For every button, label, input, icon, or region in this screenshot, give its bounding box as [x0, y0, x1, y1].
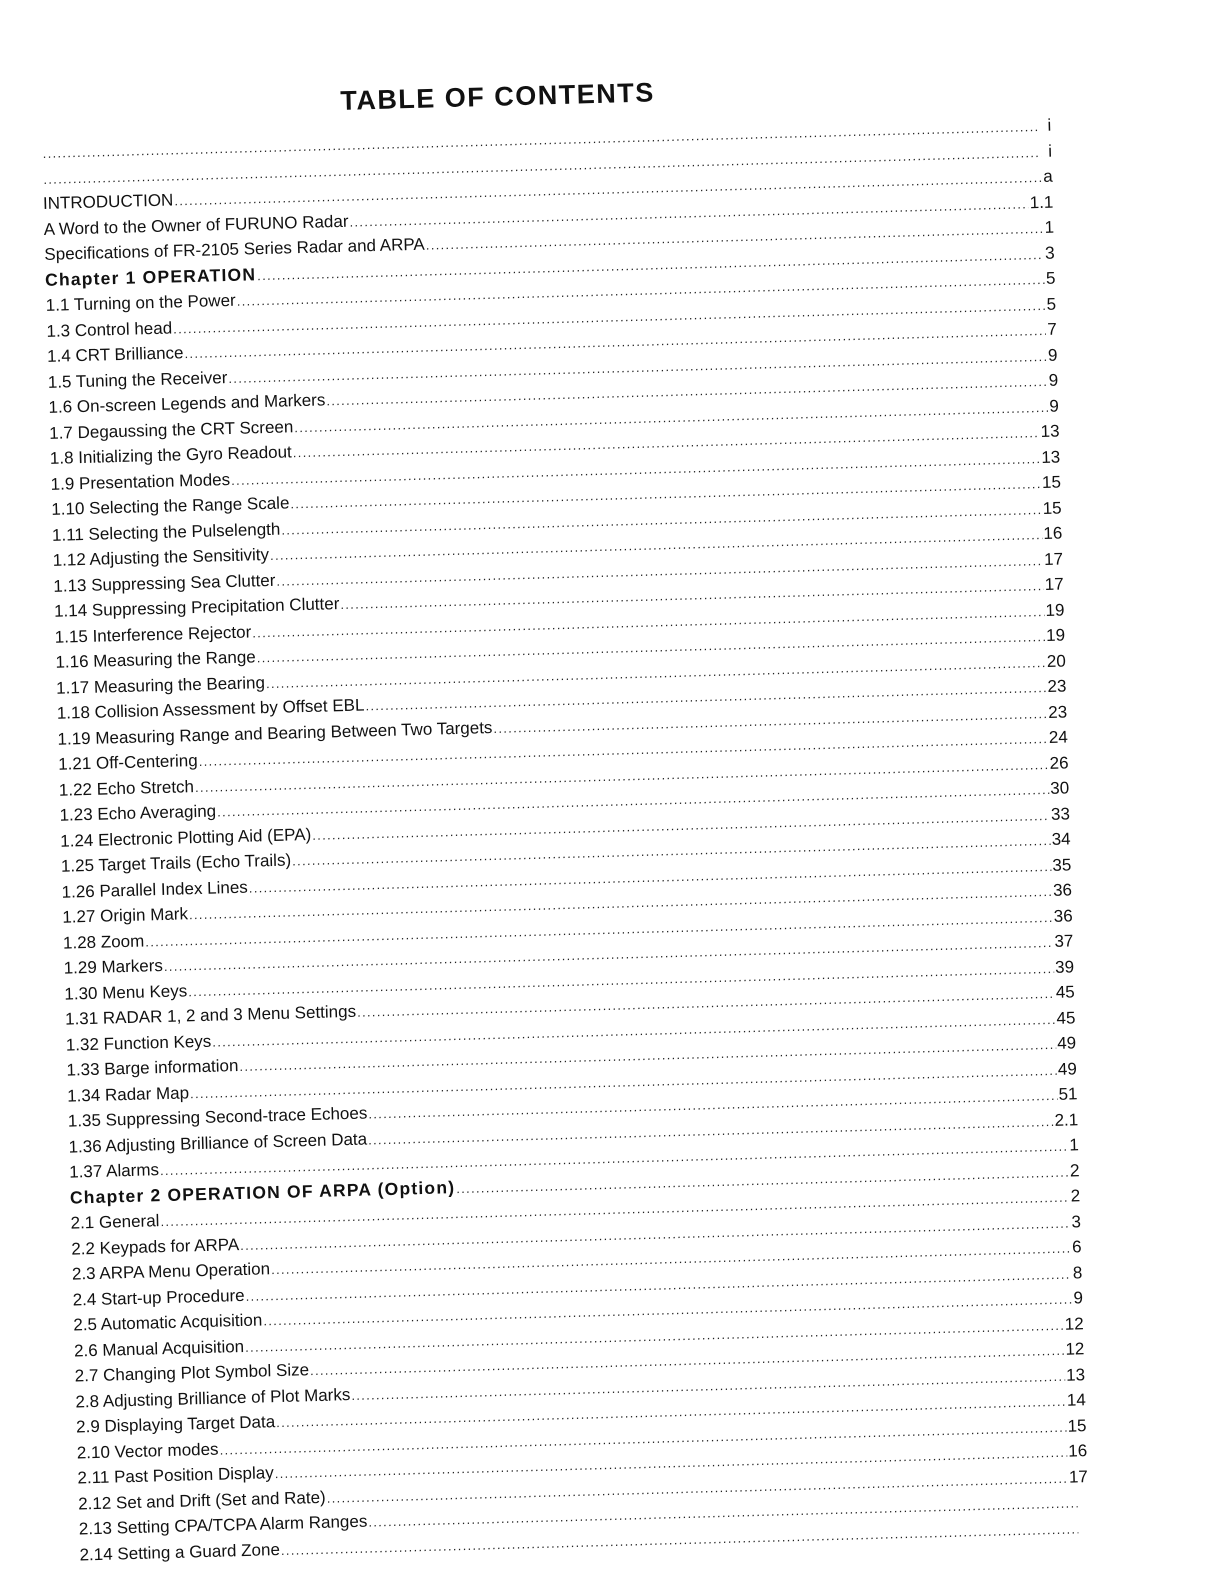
toc-entry-page: 15	[1042, 498, 1062, 518]
toc-entry-page: 16	[1043, 523, 1063, 544]
toc-entry-page: 36	[1052, 880, 1073, 900]
toc-entry-page: 13	[1065, 1364, 1086, 1385]
toc-entry-page: 20	[1046, 650, 1067, 671]
toc-entry-page: 23	[1047, 701, 1068, 722]
toc-entry-title: 2.7 Changing Plot Symbol Size	[74, 1360, 310, 1386]
toc-entry-title: 1.14 Suppressing Precipitation Clutter	[53, 594, 340, 621]
toc-entry-page: 2	[1070, 1186, 1081, 1206]
toc-entry-page: 15	[1041, 472, 1062, 493]
toc-entry-title: 1.30 Menu Keys	[64, 980, 188, 1004]
toc-entry-page: 9	[1047, 345, 1058, 365]
toc-entry-title: 1.10 Selecting the Range Scale	[51, 493, 290, 519]
toc-entry-page: 33	[1050, 803, 1071, 824]
toc-entry-title: 1.25 Target Trails (Echo Trails)	[60, 850, 292, 876]
toc-entry-page: 9	[1049, 396, 1060, 416]
toc-entry-title: 2.4 Start-up Procedure	[72, 1285, 245, 1310]
toc-entry-title: 2.9 Displaying Target Data	[75, 1412, 276, 1437]
toc-entry-page: 17	[1043, 549, 1064, 569]
toc-entry-page: 8	[1072, 1262, 1083, 1282]
toc-entry-page: 9	[1048, 370, 1059, 390]
toc-entry-page: 45	[1056, 1007, 1076, 1028]
toc-entry-title: 1.12 Adjusting the Sensitivity	[52, 544, 270, 570]
toc-entry-title: 1.21 Off-Centering	[57, 750, 198, 774]
toc-entry-title: Chapter 2 OPERATION OF ARPA (Option)	[69, 1176, 456, 1208]
toc-entry-title: 1.31 RADAR 1, 2 and 3 Menu Settings	[64, 1001, 357, 1029]
toc-entry-title: 1.11 Selecting the Pulselength	[51, 519, 281, 545]
toc-entry-page: 12	[1064, 1313, 1084, 1334]
toc-entry-title: 1.19 Measuring Range and Bearing Between Two Targets	[57, 717, 493, 749]
toc-entry-title: Specifications of FR-2105 Series Radar and ARPA	[44, 234, 426, 264]
toc-entry-page: 1.1	[1029, 192, 1054, 212]
toc-entry-page: 34	[1051, 829, 1071, 849]
toc-entry-title: 1.24 Electronic Plotting Aid (EPA)	[60, 824, 312, 851]
toc-entry-page: 17	[1044, 574, 1064, 594]
toc-entry-title: 1.27 Origin Mark	[62, 904, 189, 927]
toc-entry-page: 23	[1047, 676, 1067, 696]
toc-entry-title: 2.14 Setting a Guard Zone	[79, 1539, 281, 1564]
toc-sheet	[40, 65, 1090, 1568]
toc-entry-title: 2.3 ARPA Menu Operation	[71, 1259, 271, 1284]
toc-entry-page: 5	[1045, 268, 1056, 288]
toc-entry-title: 1.32 Function Keys	[65, 1031, 212, 1055]
toc-entry-page: 1	[1044, 217, 1055, 237]
toc-entry-title: 1.37 Alarms	[68, 1160, 160, 1182]
toc-entry-page: 19	[1045, 625, 1066, 645]
toc-entry-title: 1.18 Collision Assessment by Offset EBL	[56, 695, 365, 723]
toc-entry-title: 1.34 Radar Map	[66, 1082, 190, 1106]
toc-entry-title: 2.6 Manual Acquisition	[73, 1336, 245, 1361]
toc-entry-page: 9	[1073, 1288, 1084, 1308]
toc-entry-title: 1.26 Parallel Index Lines	[61, 877, 249, 902]
toc-entry-title: 1.16 Measuring the Range	[55, 647, 256, 672]
toc-entry-title: 2.5 Automatic Acquisition	[73, 1310, 263, 1335]
toc-entry-page: 19	[1045, 599, 1065, 620]
toc-entry-page: 2.1	[1054, 1109, 1079, 1130]
toc-entry-page: 3	[1044, 242, 1055, 263]
toc-entry-page: 15	[1067, 1415, 1087, 1436]
toc-entry-title: 1.1 Turning on the Power	[45, 290, 236, 315]
toc-entry-title: 1.36 Adjusting Brilliance of Screen Data	[68, 1129, 368, 1157]
toc-entry-title: 1.6 On-screen Legends and Markers	[48, 390, 326, 417]
toc-entry-page: 24	[1048, 727, 1069, 747]
toc-entry-title: 1.35 Suppressing Second-trace Echoes	[67, 1103, 368, 1131]
toc-entry-title: 1.33 Barge information	[66, 1055, 239, 1080]
toc-entry-page: 49	[1057, 1058, 1078, 1079]
toc-entry-title: Chapter 1 OPERATION	[44, 263, 257, 290]
toc-entry-title: 1.15 Interference Rejector	[54, 621, 252, 647]
toc-entry-title: 1.7 Degaussing the CRT Screen	[48, 416, 294, 443]
toc-entry-page: 39	[1054, 956, 1075, 977]
toc-entry-page: 51	[1058, 1084, 1078, 1104]
toc-entry-page: 16	[1067, 1441, 1088, 1461]
toc-entry-title: 1.29 Markers	[63, 955, 164, 978]
toc-entry-page: 2	[1069, 1159, 1080, 1181]
toc-entry-page: 26	[1049, 752, 1069, 773]
toc-entry-title: 2.10 Vector modes	[76, 1439, 219, 1462]
toc-entry-page: 36	[1053, 905, 1073, 926]
toc-entry-page: i	[1047, 115, 1052, 135]
toc-entry-page: 49	[1056, 1033, 1077, 1053]
toc-entry-title: 2.8 Adjusting Brilliance of Plot Marks	[75, 1384, 351, 1412]
toc-entry-title: 1.5 Tuning the Receiver	[47, 367, 228, 392]
toc-entry-title: 1.23 Echo Averaging	[59, 801, 217, 825]
toc-entry-title: 1.13 Suppressing Sea Clutter	[53, 570, 276, 596]
toc-list	[41, 113, 1089, 1568]
toc-entry-page: 6	[1071, 1237, 1082, 1257]
toc-entry-page: 13	[1040, 421, 1060, 442]
toc-entry-page: 14	[1066, 1390, 1087, 1410]
toc-entry-page: 7	[1047, 319, 1058, 339]
toc-entry-title: 2.2 Keypads for ARPA	[71, 1234, 240, 1259]
toc-entry-title: 1.28 Zoom	[62, 930, 145, 953]
toc-entry-page: a	[1042, 166, 1053, 186]
toc-entry-title: 1.9 Presentation Modes	[50, 469, 231, 494]
toc-entry-title: 2.11 Past Position Display	[77, 1463, 274, 1488]
toc-entry-page: 30	[1050, 778, 1070, 798]
toc-entry-title: 1.17 Measuring the Bearing	[55, 672, 266, 698]
toc-entry-title: 1.8 Initializing the Gyro Readout	[49, 442, 293, 468]
toc-entry-page: 37	[1054, 931, 1074, 951]
toc-entry-page: 3	[1071, 1211, 1082, 1232]
toc-entry-page: 17	[1068, 1466, 1089, 1487]
toc-entry-title: 2.12 Set and Drift (Set and Rate)	[77, 1487, 326, 1513]
toc-entry-title: 2.13 Setting CPA/TCPA Alarm Ranges	[78, 1511, 368, 1539]
page-title: TABLE OF CONTENTS	[339, 77, 656, 116]
toc-entry-title: 1.4 CRT Brilliance	[46, 343, 184, 366]
toc-entry-page: 12	[1065, 1339, 1085, 1359]
toc-entry-page: 13	[1041, 447, 1061, 467]
toc-entry-page: 45	[1055, 982, 1075, 1002]
toc-entry-page: 5	[1046, 294, 1057, 314]
toc-entry-title: INTRODUCTION	[42, 190, 174, 213]
toc-entry-title: 2.1 General	[70, 1211, 160, 1233]
toc-entry-page: 35	[1052, 854, 1072, 875]
toc-entry-page: i	[1047, 141, 1053, 161]
toc-entry-page: 1	[1069, 1135, 1080, 1155]
toc-entry-title: 1.3 Control head	[46, 318, 173, 341]
toc-entry-title: 1.22 Echo Stretch	[58, 776, 195, 800]
toc-entry-title: A Word to the Owner of FURUNO Radar	[43, 211, 349, 239]
